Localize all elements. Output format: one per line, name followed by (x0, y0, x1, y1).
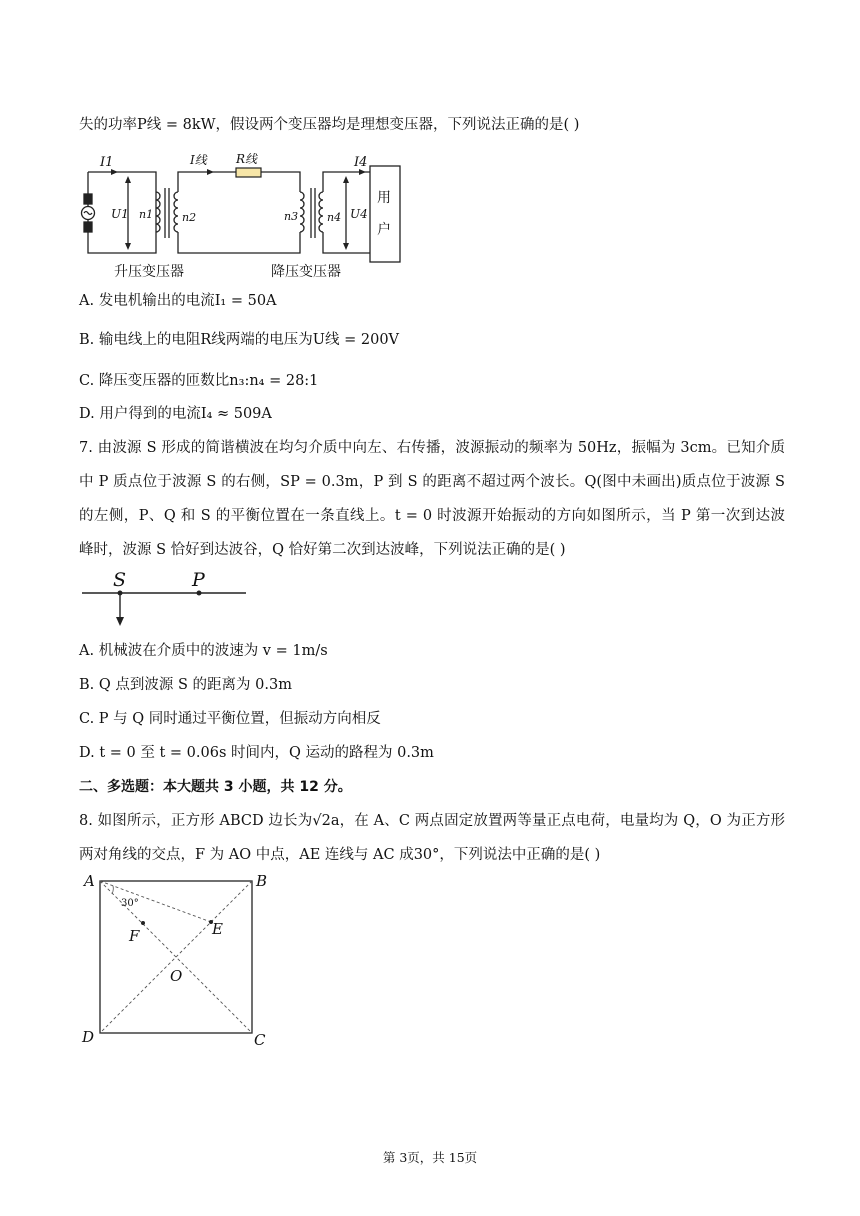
fig-label-d: D (82, 1028, 95, 1046)
fig-label-n3: n3 (284, 210, 299, 223)
q6-stem-tail: 失的功率P线 = 8kW，假设两个变压器均是理想变压器，下列说法正确的是( ) (79, 117, 580, 133)
fig-label-user-bottom: 户 (377, 222, 391, 238)
q8-stem-line-1: 8. 如图所示，正方形 ABCD 边长为√2a，在 A、C 两点固定放置两等量正点电荷，电量均为 Q，O 为正方形 (79, 813, 785, 829)
fig-label-u1: U1 (111, 207, 129, 221)
q7-option-b: B. Q 点到波源 S 的距离为 0.3m (79, 677, 292, 693)
page-footer: 第 3页，共 15页 (382, 1150, 478, 1165)
fig-label-i4: I4 (354, 155, 368, 170)
fig-label-u4: U4 (350, 207, 368, 221)
fig-label-b: B (256, 872, 268, 890)
fig-label-f: F (129, 927, 140, 945)
transformer-circuit-figure (78, 150, 408, 282)
fig-label-c: C (254, 1031, 266, 1049)
q7-option-d: D. t = 0 至 t = 0.06s 时间内，Q 运动的路程为 0.3m (79, 745, 434, 761)
q7-stem-line-3: 的左侧，P、Q 和 S 的平衡位置在一条直线上。t = 0 时波源开始振动的方向如图所示，当 P 第一次到达波 (79, 508, 785, 524)
wave-source-figure (78, 566, 253, 628)
q6-option-d: D. 用户得到的电流I₄ ≈ 509A (79, 406, 272, 422)
fig-label-e: E (212, 920, 223, 938)
q7-stem-line-1: 7. 由波源 S 形成的简谐横波在均匀介质中向左、右传播，波源振动的频率为 50Hz，振幅为 3cm。已知介质 (79, 440, 786, 456)
fig-label-r-line: R线 (236, 152, 258, 166)
q7-option-a: A. 机械波在介质中的波速为 v = 1m/s (79, 643, 328, 659)
fig-label-user-top: 用 (377, 190, 391, 206)
square-charges-figure (78, 870, 278, 1050)
fig-label-angle: 30° (121, 898, 139, 909)
section-heading-multiple-choice: 二、多选题：本大题共 3 小题，共 12 分。 (79, 779, 352, 795)
fig-label-a: A (84, 872, 95, 890)
fig-label-i-line: I线 (190, 153, 207, 167)
q7-stem-line-2: 中 P 质点位于波源 S 的右侧，SP = 0.3m，P 到 S 的距离不超过两个波长。Q(图中未画出)质点位于波源 S (79, 474, 785, 490)
q6-option-c: C. 降压变压器的匝数比n₃:n₄ = 28:1 (79, 373, 319, 389)
q6-option-a: A. 发电机输出的电流I₁ = 50A (79, 293, 277, 309)
fig-label-n1: n1 (139, 208, 154, 221)
fig-label-n2: n2 (182, 211, 197, 224)
fig-label-p: P (192, 569, 205, 591)
fig-label-s: S (113, 569, 127, 591)
fig-label-o: O (170, 967, 183, 985)
fig-label-i1: I1 (100, 155, 114, 170)
fig-label-step-up: 升压变压器 (114, 264, 184, 280)
q8-stem-line-2: 两对角线的交点，F 为 AO 中点，AE 连线与 AC 成30°，下列说法中正确的是( ) (79, 847, 601, 863)
q7-stem-line-4: 峰时，波源 S 恰好到达波谷，Q 恰好第二次到达波峰，下列说法正确的是( ) (79, 542, 566, 558)
fig-label-n4: n4 (327, 211, 342, 224)
q7-option-c: C. P 与 Q 同时通过平衡位置，但振动方向相反 (79, 711, 381, 727)
q6-option-b: B. 输电线上的电阻R线两端的电压为U线 = 200V (79, 332, 400, 348)
fig-label-step-down: 降压变压器 (271, 264, 341, 280)
